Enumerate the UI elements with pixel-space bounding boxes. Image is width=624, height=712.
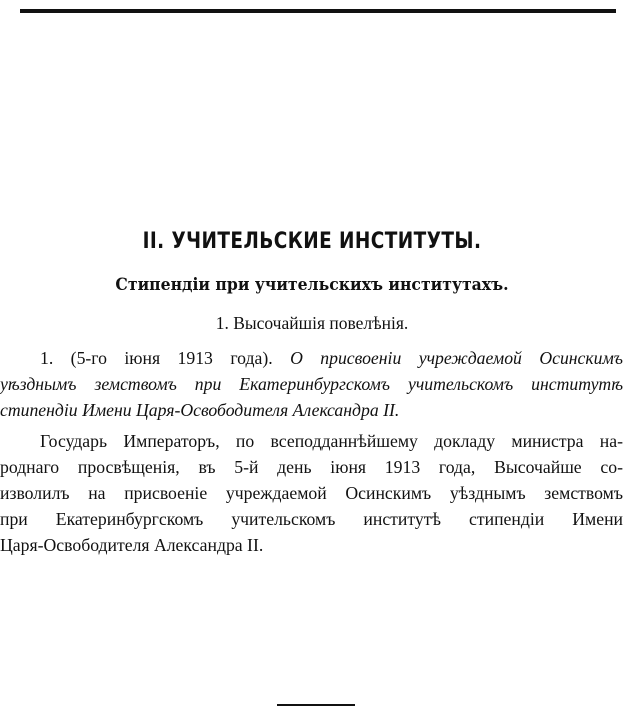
section-heading: II. УЧИТЕЛЬСКИЕ ИНСТИТУТЫ. [142,229,482,254]
body-line-3: изволилъ на присвоенiе учреждаемой Осинскимъ уѣзднымъ земствомъ [0,483,623,503]
body-line-4: при Екатеринбургскомъ учительскомъ институтѣ стипендiи Имени [0,509,623,529]
order-line-2: уѣзднымъ земствомъ при Екатеринбургскомъ учительскомъ институтѣ [0,374,623,394]
order-date: 1. (5-го iюня 1913 года). [40,348,273,368]
body-line-5: Царя-Освободителя Александра II. [0,535,264,555]
subheading: Стипендiи при учительскихъ институтахъ. [115,275,509,295]
body-line-2: роднаго просвѣщенiя, въ 5-й день iюня 1913 года, Высочайше со- [0,457,623,477]
top-rule [20,9,616,13]
order-title-part-1: О присвоенiи учреждаемой Осинскимъ [290,348,623,368]
order-heading: 1. Высочайшiя повелѣнiя. [215,313,409,333]
body-paragraph [0,428,623,558]
order-paragraph [0,345,623,423]
order-line-3: стипендiи Имени Царя-Освободителя Александра II. [0,400,400,420]
body-line-1: Государь Императоръ, по всеподданнѣйшему докладу министра на- [40,431,623,451]
bottom-rule [277,704,355,706]
order-line-1 [40,345,623,371]
